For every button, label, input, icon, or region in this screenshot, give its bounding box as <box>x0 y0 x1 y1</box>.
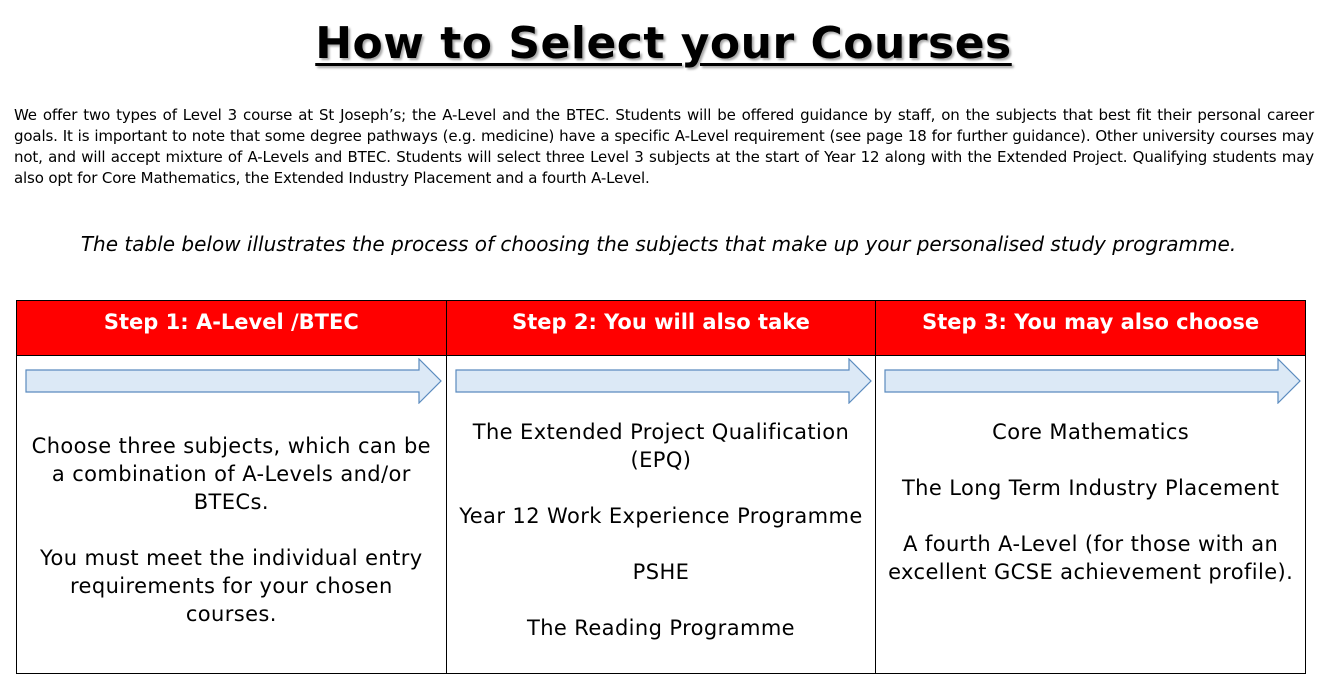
step-1-item: Choose three subjects, which can be a combination of A-Levels and/or BTECs. <box>31 434 431 514</box>
step-1-content <box>17 432 446 628</box>
step-3-heading: Step 3: You may also choose <box>876 301 1306 356</box>
step-2-item: The Reading Programme <box>526 616 795 640</box>
step-3-content <box>876 418 1305 586</box>
step-1-heading: Step 1: A-Level /BTEC <box>17 301 447 356</box>
step-2-item: The Extended Project Qualification (EPQ) <box>472 420 850 472</box>
step-3-item: A fourth A-Level (for those with an excellent GCSE achievement profile). <box>888 532 1294 584</box>
step-2-content <box>447 418 876 642</box>
table-caption: The table below illustrates the process of choosing the subjects that make up your personalised study programme. <box>80 232 1237 256</box>
steps-header-row <box>17 301 1306 356</box>
right-arrow-icon <box>455 358 873 404</box>
right-arrow-icon <box>25 358 443 404</box>
step-3-item: Core Mathematics <box>992 420 1190 444</box>
steps-table <box>16 300 1306 674</box>
step-2-item: PSHE <box>632 560 690 584</box>
intro-paragraph: We offer two types of Level 3 course at St Joseph’s; the A-Level and the BTEC. Students will be offered guidance by staff, on the subjects that best fit their personal career goals. It is important to note that some degree pathways (e.g. medicine) have a specific A-Level requirement (see page 18 for further guidance). Other university courses may not, and will accept mixture of A-Levels and BTEC. Students will select three Level 3 subjects at the start of Year 12 along with the Extended Project. Qualifying students may also opt for Core Mathematics, the Extended Industry Placement and a fourth A-Level. <box>14 106 1314 187</box>
step-2-cell <box>446 356 876 674</box>
right-arrow-icon <box>884 358 1302 404</box>
steps-body-row <box>17 356 1306 674</box>
step-3-item: The Long Term Industry Placement <box>901 476 1280 500</box>
step-2-item: Year 12 Work Experience Programme <box>459 504 863 528</box>
step-1-item: You must meet the individual entry requirements for your chosen courses. <box>40 546 423 626</box>
page-title: How to Select your Courses <box>315 18 1012 69</box>
step-1-cell <box>17 356 447 674</box>
step-2-heading: Step 2: You will also take <box>446 301 876 356</box>
step-3-cell <box>876 356 1306 674</box>
